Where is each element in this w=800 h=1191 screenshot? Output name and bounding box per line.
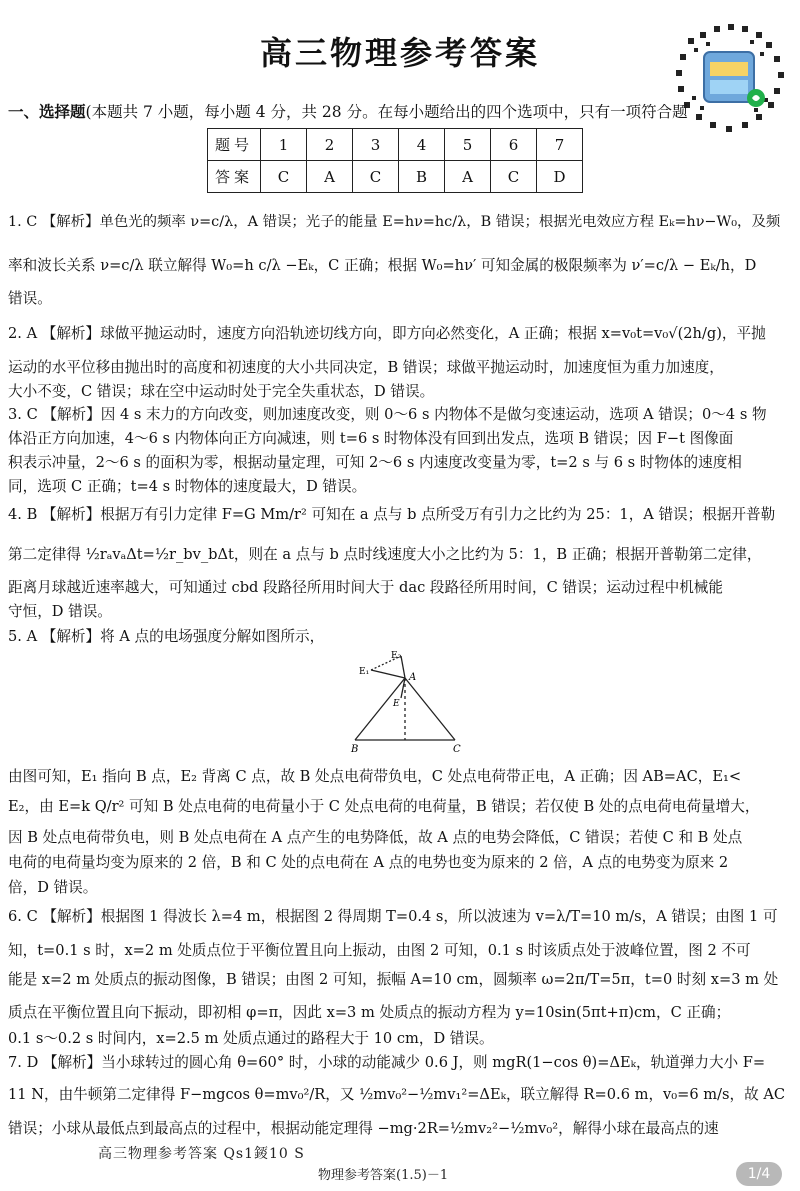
answer-line: E₂，由 E=k Q/r² 可知 B 处点电荷的电荷量小于 C 处点电荷的电荷量，B 错误；若仅使 B 处的点电荷电荷量增大， [8,798,760,815]
answer-line: 知，t=0.1 s 时，x=2 m 处质点位于平衡位置且向上振动，由图 2 可知，0.1 s 时该质点处于波峰位置，图 2 不可 [8,942,751,959]
table-cell: C [261,161,307,193]
answer-line: 1. C 【解析】单色光的频率 ν=c/λ，A 错误；光子的能量 E=hν=hc/λ，B 错误；根据光电效应方程 Eₖ=hν−W₀，及频 [8,214,781,230]
table-cell: 4 [399,129,445,161]
table-cell: 7 [537,129,583,161]
page-indicator[interactable]: 1/4 [736,1162,782,1186]
answer-line: 积表示冲量，2～6 s 的面积为零，根据动量定理，可知 2～6 s 内速度改变量为零，t=2 s 与 6 s 时物体的速度相 [8,454,742,471]
answer-line: 能是 x=2 m 处质点的振动图像，B 错误；由图 2 可知，振幅 A=10 cm，圆频率 ω=2π/T=5π，t=0 时刻 x=3 m 处 [8,971,779,988]
answer-line: 倍，D 错误。 [8,879,98,896]
answer-line: 0.1 s～0.2 s 时间内，x=2.5 m 处质点通过的路程大于 10 cm，D 错误。 [8,1030,494,1047]
table-cell: 2 [307,129,353,161]
answer-line: 11 N，由牛顿第二定律得 F−mgcos θ=mv₀²/R，又 ½mv₀²−½mv₁²=ΔEₖ，联立解得 R=0.6 m，v₀=6 m/s，故 AC [8,1086,786,1103]
answer-line: 3. C 【解析】因 4 s 末力的方向改变，则加速度改变，则 0～6 s 内物体不是做匀变速运动，选项 A 错误；0～4 s 物 [8,406,767,423]
answer-line: 4. B 【解析】根据万有引力定律 F=G Mm/r² 可知在 a 点与 b 点所受万有引力之比约为 25：1，A 错误；根据开普勒 [8,506,776,523]
field-decomposition-diagram [345,648,475,753]
table-cell: C [491,161,537,193]
answer-line: 守恒，D 错误。 [8,603,112,620]
table-cell: A [445,161,491,193]
table-cell: B [399,161,445,193]
label-E1: E₁ [359,667,370,677]
answer-table [207,128,583,193]
section-heading [8,100,688,122]
answer-line: 6. C 【解析】根据图 1 得波长 λ=4 m，根据图 2 得周期 T=0.4 s，所以波速为 v=λ/T=10 m/s，A 错误；由图 1 可 [8,908,778,925]
section-title: 一、选择题 [8,103,86,121]
footer-code: 高三物理参考答案 Qs1錽10 S [98,1146,305,1162]
table-cell: 6 [491,129,537,161]
table-cell: A [307,161,353,193]
label-C: C [453,744,461,753]
answer-line: 电荷的电荷量均变为原来的 2 倍，B 和 C 处的点电荷在 A 点的电势也变为原来的 2 倍，A 点的电势变为原来 2 [8,854,729,871]
answer-line: 运动的水平位移由抛出时的高度和初速度的大小共同决定，B 错误；球做平抛运动时，加速度恒为重力加速度， [8,359,724,376]
answer-line: 2. A 【解析】球做平抛运动时，速度方向沿轨迹切线方向，即方向必然变化，A 正确；根据 x=v₀t=v₀√(2h/g)，平抛 [8,325,766,342]
answer-line: 大小不变，C 错误；球在空中运动时处于完全失重状态，D 错误。 [8,383,435,400]
section-description: (本题共 7 小题，每小题 4 分，共 28 分。在每小题给出的四个选项中，只有一项符合题 [85,103,688,121]
answer-line: 7. D 【解析】当小球转过的圆心角 θ=60° 时，小球的动能减少 0.6 J，则 mgR(1−cos θ)=ΔEₖ，轨道弹力大小 F= [8,1054,766,1071]
answer-line: 同，选项 C 正确；t=4 s 时物体的速度最大，D 错误。 [8,478,367,495]
table-cell: C [353,161,399,193]
answer-line: 错误。 [8,290,52,307]
footer-page-label: 物理参考答案(1.5)－1 [318,1168,449,1183]
label-E2: E₂ [391,651,402,661]
label-B: B [351,744,359,753]
answer-line: 错误；小球从最低点到最高点的过程中，根据动能定理得 −mg·2R=½mv₂²−½mv₀²，解得小球在最高点的速 [8,1120,719,1137]
answer-line: 距离月球越近速率越大，可知通过 cbd 段路径所用时间大于 dac 段路径所用时间，C 错误；运动过程中机械能 [8,579,723,596]
table-cell: 5 [445,129,491,161]
table-cell: 1 [261,129,307,161]
row-label-answer: 答案 [208,161,261,193]
page-title: 高三物理参考答案 [259,34,540,72]
label-A: A [409,672,417,683]
table-cell: D [537,161,583,193]
table-cell: 3 [353,129,399,161]
row-label-number: 题号 [208,129,261,161]
answer-line: 体沿正方向加速，4～6 s 内物体向正方向减速，则 t=6 s 时物体没有回到出发点，选项 B 错误；因 F−t 图像面 [8,430,734,447]
label-E: E [393,699,400,709]
answer-line: 第二定律得 ½rₐvₐΔt=½r_bv_bΔt，则在 a 点与 b 点时线速度大小之比约为 5：1，B 正确；根据开普勒第二定律， [8,546,762,563]
answer-line: 由图可知，E₁ 指向 B 点，E₂ 背离 C 点，故 B 处点电荷带负电，C 处点电荷带正电，A 正确；因 AB=AC，E₁< [8,768,742,785]
answer-line: 率和波长关系 ν=c/λ 联立解得 W₀=h c/λ −Eₖ，C 正确；根据 W₀=hν′ 可知金属的极限频率为 ν′=c/λ − Eₖ/h，D [8,257,757,274]
answer-line: 质点在平衡位置且向下振动，即初相 φ=π，因此 x=3 m 处质点的振动方程为 y=10sin(5πt+π)cm，C 正确； [8,1004,731,1021]
answer-line: 因 B 处点电荷带负电，则 B 处点电荷在 A 点产生的电势降低，故 A 点的电势会降低，C 错误；若使 C 和 B 处点 [8,829,743,846]
table-row [208,161,583,193]
table-row [208,129,583,161]
answer-line: 5. A 【解析】将 A 点的电场强度分解如图所示， [8,628,325,645]
